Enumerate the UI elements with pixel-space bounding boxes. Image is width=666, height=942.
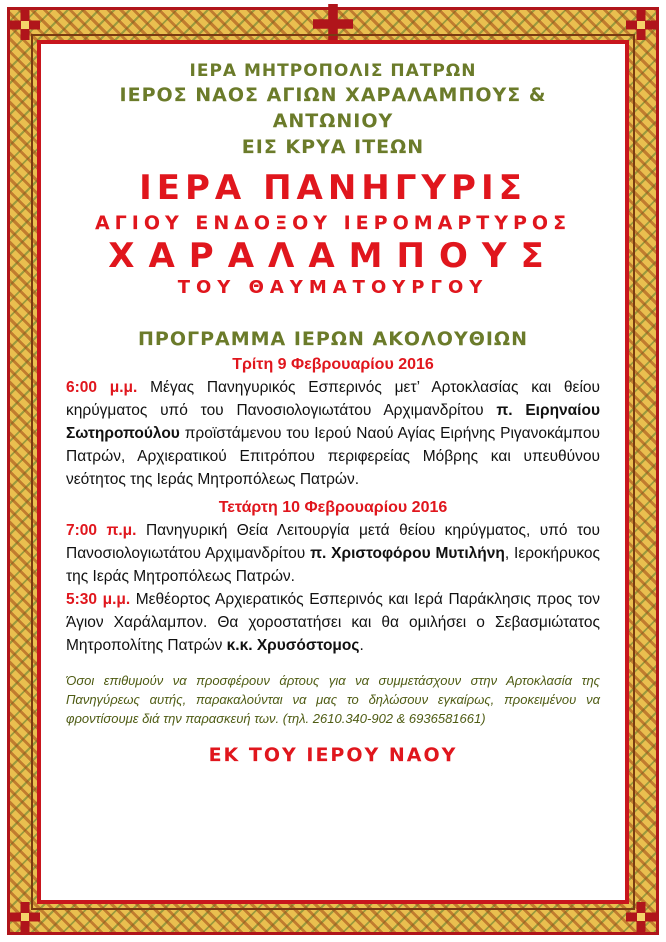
metropolis-name: ΙΕΡΑ ΜΗΤΡΟΠΟΛΙΣ ΠΑΤΡΩΝ	[189, 61, 477, 81]
event-time: 7:00 π.μ.	[66, 522, 137, 539]
event-time: 5:30 μ.μ.	[66, 591, 131, 608]
event-2	[66, 519, 600, 588]
event-text: Πανηγυρική Θεία Λειτουργία μετά θείου κηρύγματος, υπό του Πανοσιολογιωτάτου Αρχιμανδρίτου	[66, 522, 601, 562]
event-person: κ.κ. Χρυσόστομος	[226, 637, 360, 654]
day-1-date: Τρίτη 9 Φεβρουαρίου 2016	[232, 356, 434, 373]
event-text: προϊστάμενου του Ιερού Ναού Αγίας Ειρήνης Ριγανοκάμπου Πατρών, Αρχιερατικού Επιτρόπου περιφερείας Μόβρης και υπευθύνου νεότητος της Ιεράς Μητροπόλεως Πατρών.	[66, 425, 600, 488]
event-text: Μεθέορτος Αρχιερατικός Εσπερινός και Ιερά Παράκλησις προς τον Άγιον Χαράλαμπον. Θα χοροστατήσει και θα ομιλήσει ο Σεβασμιώτατος Μητροπολίτης Πατρών	[66, 591, 600, 654]
event-text: Μέγας Πανηγυρικός Εσπερινός μετ’ Αρτοκλασίας και θείου κηρύγματος υπό του Πανοσιολογιωτάτου Αρχιμανδρίτου	[66, 379, 600, 419]
event-text: .	[359, 637, 364, 654]
bread-offering-note: Όσοι επιθυμούν να προσφέρουν άρτους για να συμμετάσχουν στην Αρτοκλασία της Πανηγύρεως αυτής, παρακαλούνται να μας το δηλώσουν εγκαίρως, προκειμένου να φροντίσουμε διά την παρασκευή των. (τηλ. 2610.340-902 & 6936581661)	[66, 673, 600, 726]
saint-subtitle: ΑΓΙΟΥ ΕΝΔΟΞΟΥ ΙΕΡΟΜΑΡΤΥΡΟΣ	[94, 212, 572, 234]
day-2-date: Τετάρτη 10 Φεβρουαρίου 2016	[218, 499, 448, 516]
event-person: π. Χριστοφόρου Μυτιλήνη	[310, 545, 505, 562]
festival-title: ΙΕΡΑ ΠΑΝΗΓΥΡΙΣ	[139, 168, 527, 208]
church-location: ΕΙΣ ΚΡΥΑ ΙΤΕΩΝ	[241, 136, 425, 158]
event-3	[66, 588, 600, 657]
saint-name: ΧΑΡΑΛΑΜΠΟΥΣ	[108, 236, 558, 276]
event-1	[66, 376, 600, 491]
church-name: ΙΕΡΟΣ ΝΑΟΣ ΑΓΙΩΝ ΧΑΡΑΛΑΜΠΟΥΣ & ΑΝΤΩΝΙΟΥ	[119, 84, 547, 132]
poster-content	[62, 60, 604, 766]
event-person: π. Ειρηναίου Σωτηροπούλου	[66, 402, 600, 442]
event-time: 6:00 μ.μ.	[66, 379, 138, 396]
event-text: , Ιεροκήρυκος της Ιεράς Μητροπόλεως Πατρών.	[66, 545, 600, 585]
program-heading: ΠΡΟΓΡΑΜΜΑ ΙΕΡΩΝ ΑΚΟΛΟΥΘΙΩΝ	[138, 328, 528, 350]
footer-signature: ΕΚ ΤΟΥ ΙΕΡΟΥ ΝΑΟΥ	[208, 744, 458, 766]
saint-epithet: ΤΟΥ ΘΑΥΜΑΤΟΥΡΓΟΥ	[177, 277, 489, 298]
